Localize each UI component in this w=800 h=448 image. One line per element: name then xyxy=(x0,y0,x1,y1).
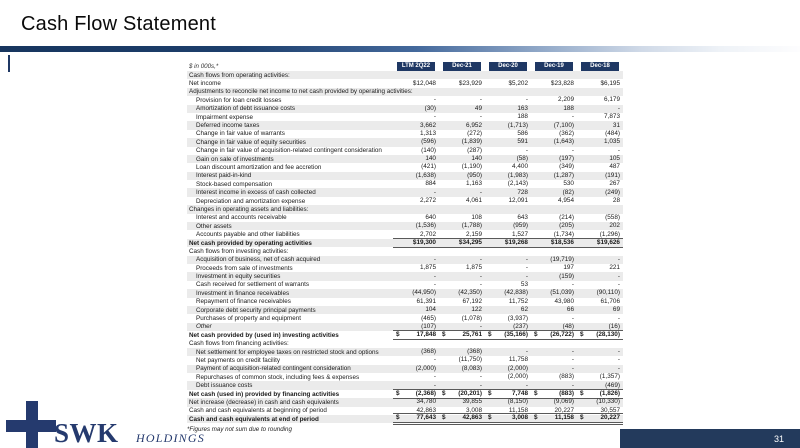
value-cell: $ (883) xyxy=(531,389,577,399)
row-label: Cash and cash equivalents at beginning of period xyxy=(189,407,327,415)
value-cell: (42,350) xyxy=(458,289,482,297)
value-cell: 640 xyxy=(425,213,436,221)
row-label: Net settlement for employee taxes on restricted stock and options xyxy=(196,348,379,356)
value-cell: - xyxy=(617,280,620,288)
value-cell: - xyxy=(479,280,482,288)
value-cell: - xyxy=(525,146,528,154)
table-row xyxy=(187,197,623,205)
value-cell: (3,937) xyxy=(507,314,528,322)
value-cell: (51,039) xyxy=(550,289,574,297)
value-cell: 4,954 xyxy=(558,197,574,205)
value-cell: $ (26,722) xyxy=(531,330,577,340)
value-cell: (362) xyxy=(559,129,574,137)
table-row xyxy=(187,147,623,155)
value-cell: 6,952 xyxy=(466,121,482,129)
value-cell: 61,391 xyxy=(416,297,436,305)
value-cell: - xyxy=(617,348,620,356)
logo-cross-icon xyxy=(6,401,56,448)
value-cell: - xyxy=(525,381,528,389)
value-cell: (10,330) xyxy=(596,398,620,406)
logo-name: SWK xyxy=(54,418,119,448)
value-cell: (1,983) xyxy=(507,171,528,179)
value-cell: (237) xyxy=(513,322,528,330)
value-cell: 1,875 xyxy=(420,264,436,272)
value-cell: (959) xyxy=(513,222,528,230)
table-row xyxy=(187,155,623,163)
value-cell: 1,313 xyxy=(420,129,436,137)
value-cell: $ (1,826) xyxy=(577,389,623,399)
value-cell: 140 xyxy=(425,155,436,163)
page-number: 31 xyxy=(773,433,784,444)
cash-flow-table xyxy=(187,62,623,423)
value-cell: 884 xyxy=(425,180,436,188)
table-row xyxy=(187,105,623,113)
value-cell: - xyxy=(617,356,620,364)
table-row xyxy=(187,130,623,138)
value-cell: (48) xyxy=(562,322,574,330)
value-cell: 1,163 xyxy=(466,180,482,188)
value-cell: (140) xyxy=(421,146,436,154)
table-row xyxy=(187,390,623,398)
row-label: Repayment of finance receivables xyxy=(196,298,291,306)
table-row xyxy=(187,239,623,247)
value-cell: 140 xyxy=(471,155,482,163)
value-cell: $ 11,158 xyxy=(531,413,577,425)
value-cell: (58) xyxy=(516,155,528,163)
value-cell: $ (28,130) xyxy=(577,330,623,340)
row-label: Net payments on credit facility xyxy=(196,356,280,364)
value-cell: (484) xyxy=(605,129,620,137)
column-header: Dec-20 xyxy=(485,62,531,71)
column-header: Dec-21 xyxy=(439,62,485,71)
value-cell: 62 xyxy=(520,306,528,314)
table-row xyxy=(187,172,623,180)
value-cell: - xyxy=(433,381,436,389)
value-cell: 643 xyxy=(517,213,528,221)
value-cell: 61,706 xyxy=(600,297,620,305)
value-cell: (16) xyxy=(608,322,620,330)
row-label: Net cash (used in) provided by financing activities xyxy=(189,390,340,398)
logo-suffix: HOLDINGS xyxy=(136,431,205,445)
row-label: Depreciation and amortization expense xyxy=(196,197,306,205)
value-cell: (469) xyxy=(605,381,620,389)
value-cell: 3,662 xyxy=(420,121,436,129)
value-cell: 34,780 xyxy=(416,398,436,406)
table-row xyxy=(187,264,623,272)
row-label: Gain on sale of investments xyxy=(196,155,274,163)
value-cell: $ 25,761 xyxy=(439,330,485,340)
value-cell: 4,061 xyxy=(466,197,482,205)
value-cell: (1,296) xyxy=(599,230,620,238)
value-cell: (197) xyxy=(559,155,574,163)
value-cell: (8,150) xyxy=(507,398,528,406)
value-cell: - xyxy=(479,381,482,389)
value-cell: - xyxy=(617,314,620,322)
value-cell: 122 xyxy=(471,306,482,314)
value-cell: - xyxy=(525,348,528,356)
table-row xyxy=(187,365,623,373)
value-cell: - xyxy=(433,188,436,196)
value-cell: 108 xyxy=(471,213,482,221)
value-cell: - xyxy=(479,373,482,381)
row-label: Change in fair value of warrants xyxy=(196,130,285,138)
value-cell: (272) xyxy=(467,129,482,137)
table-row xyxy=(187,121,623,129)
value-cell: 104 xyxy=(425,306,436,314)
value-cell: - xyxy=(433,272,436,280)
row-label: Cash received for settlement of warrants xyxy=(196,281,310,289)
value-cell: (9,069) xyxy=(553,398,574,406)
value-cell: - xyxy=(479,188,482,196)
value-cell: 39,855 xyxy=(462,398,482,406)
value-cell: $19,626 xyxy=(577,238,623,248)
value-cell: 1,035 xyxy=(604,138,620,146)
value-cell: 28 xyxy=(612,197,620,205)
table-row xyxy=(187,247,623,255)
table-body xyxy=(187,71,623,423)
value-cell: (205) xyxy=(559,222,574,230)
value-cell: (1,357) xyxy=(599,373,620,381)
row-label: Purchases of property and equipment xyxy=(196,315,302,323)
unit-label: $ in 000s,* xyxy=(189,63,219,70)
value-cell: (421) xyxy=(421,163,436,171)
row-label: Acquisition of business, net of cash acquired xyxy=(196,256,321,264)
value-cell: - xyxy=(617,104,620,112)
value-cell: 12,091 xyxy=(508,197,528,205)
table-row xyxy=(187,113,623,121)
value-cell: - xyxy=(571,381,574,389)
value-cell: 2,702 xyxy=(420,230,436,238)
value-cell: (2,000) xyxy=(507,373,528,381)
value-cell: (2,143) xyxy=(507,180,528,188)
value-cell: 197 xyxy=(563,264,574,272)
value-cell: 728 xyxy=(517,188,528,196)
value-cell: - xyxy=(571,280,574,288)
value-cell: $18,536 xyxy=(531,238,577,248)
value-cell: 31 xyxy=(612,121,620,129)
value-cell: $34,295 xyxy=(439,238,485,248)
value-cell: 2,159 xyxy=(466,230,482,238)
footnote: *Figures may not sum due to rounding xyxy=(187,426,292,433)
value-cell: 163 xyxy=(517,104,528,112)
table-row xyxy=(187,298,623,306)
value-cell: (368) xyxy=(421,348,436,356)
row-label: Stock-based compensation xyxy=(196,180,272,188)
row-label: Payment of acquisition-related contingent consideration xyxy=(196,365,351,373)
value-cell: 20,227 xyxy=(554,406,574,414)
value-cell: - xyxy=(479,113,482,121)
value-cell: 4,400 xyxy=(512,163,528,171)
value-cell: 42,863 xyxy=(416,406,436,414)
table-row xyxy=(187,340,623,348)
row-label: Accounts payable and other liabilities xyxy=(196,231,300,239)
company-logo xyxy=(6,392,226,448)
value-cell: (42,838) xyxy=(504,289,528,297)
table-row xyxy=(187,138,623,146)
table-row xyxy=(187,222,623,230)
left-accent-mark xyxy=(8,55,10,72)
value-cell: 11,758 xyxy=(508,356,528,364)
value-cell: - xyxy=(433,280,436,288)
value-cell: - xyxy=(525,255,528,263)
value-cell: $6,195 xyxy=(600,79,620,87)
value-cell: (249) xyxy=(605,188,620,196)
value-cell: $ 77,643 xyxy=(393,413,439,425)
value-cell: 188 xyxy=(563,104,574,112)
row-label: Changes in operating assets and liabilities: xyxy=(189,205,309,213)
row-label: Net cash provided by (used in) investing activities xyxy=(189,331,339,339)
value-cell: - xyxy=(433,113,436,121)
value-cell: $ 42,863 xyxy=(439,413,485,425)
row-label: Proceeds from sale of investments xyxy=(196,264,293,272)
value-cell: 67,192 xyxy=(462,297,482,305)
value-cell: $23,828 xyxy=(550,79,574,87)
table-row xyxy=(187,96,623,104)
row-label: Net income xyxy=(189,80,221,88)
value-cell: 530 xyxy=(563,180,574,188)
table-row xyxy=(187,331,623,339)
value-cell: 105 xyxy=(609,155,620,163)
value-cell: (950) xyxy=(467,171,482,179)
row-label: Interest and accounts receivable xyxy=(196,214,287,222)
value-cell: $ 3,008 xyxy=(485,413,531,425)
row-label: Cash flows from operating activities: xyxy=(189,71,290,79)
value-cell: - xyxy=(571,314,574,322)
value-cell: (349) xyxy=(559,163,574,171)
value-cell: - xyxy=(433,255,436,263)
title-divider xyxy=(0,46,800,52)
table-row xyxy=(187,415,623,423)
table-row xyxy=(187,79,623,87)
value-cell: - xyxy=(571,348,574,356)
value-cell: - xyxy=(571,146,574,154)
value-cell: 49 xyxy=(474,104,482,112)
value-cell: 591 xyxy=(517,138,528,146)
value-cell: 188 xyxy=(517,113,528,121)
value-cell: 53 xyxy=(520,280,528,288)
table-row xyxy=(187,88,623,96)
row-label: Cash flows from financing activities: xyxy=(189,340,289,348)
value-cell: (368) xyxy=(467,348,482,356)
value-cell: (107) xyxy=(421,322,436,330)
value-cell: (1,078) xyxy=(461,314,482,322)
value-cell: (1,643) xyxy=(553,138,574,146)
value-cell: - xyxy=(479,255,482,263)
value-cell: $19,300 xyxy=(393,238,439,248)
table-row xyxy=(187,314,623,322)
row-label: Interest paid-in-kind xyxy=(196,172,252,180)
footer-bar xyxy=(620,429,800,448)
row-label: Other xyxy=(196,323,212,331)
value-cell: (465) xyxy=(421,314,436,322)
column-header: LTM 2Q22 xyxy=(393,62,439,71)
table-row xyxy=(187,373,623,381)
table-row xyxy=(187,71,623,79)
value-cell: (1,713) xyxy=(507,121,528,129)
row-label: Investment in equity securities xyxy=(196,273,281,281)
value-cell: $19,268 xyxy=(485,238,531,248)
value-cell: 11,752 xyxy=(508,297,528,305)
value-cell: 66 xyxy=(566,306,574,314)
value-cell: 7,873 xyxy=(604,113,620,121)
value-cell: - xyxy=(433,96,436,104)
value-cell: $ 17,848 xyxy=(393,330,439,340)
value-cell: (1,734) xyxy=(553,230,574,238)
value-cell: - xyxy=(525,264,528,272)
value-cell: $ (20,201) xyxy=(439,389,485,399)
row-label: Provision for loan credit losses xyxy=(196,96,282,104)
row-label: Change in fair value of equity securities xyxy=(196,138,306,146)
value-cell: 487 xyxy=(609,163,620,171)
value-cell: $23,929 xyxy=(458,79,482,87)
value-cell: 2,209 xyxy=(558,96,574,104)
value-cell: (191) xyxy=(605,171,620,179)
value-cell: (90,110) xyxy=(596,289,620,297)
value-cell: (596) xyxy=(421,138,436,146)
value-cell: 1,875 xyxy=(466,264,482,272)
value-cell: - xyxy=(433,356,436,364)
value-cell: (11,750) xyxy=(458,356,482,364)
value-cell: - xyxy=(525,96,528,104)
value-cell: 1,527 xyxy=(512,230,528,238)
value-cell: - xyxy=(617,364,620,372)
table-row xyxy=(187,356,623,364)
row-label: Corporate debt security principal payments xyxy=(196,306,316,314)
value-cell: - xyxy=(617,272,620,280)
value-cell: - xyxy=(479,96,482,104)
value-cell: 69 xyxy=(612,306,620,314)
table-row xyxy=(187,214,623,222)
value-cell: (1,638) xyxy=(415,171,436,179)
row-label: Investment in finance receivables xyxy=(196,289,290,297)
value-cell: (19,719) xyxy=(550,255,574,263)
column-header: Dec-19 xyxy=(531,62,577,71)
table-row xyxy=(187,348,623,356)
value-cell: (883) xyxy=(559,373,574,381)
table-row xyxy=(187,272,623,280)
value-cell: (2,000) xyxy=(415,364,436,372)
value-cell: - xyxy=(433,373,436,381)
value-cell: (7,100) xyxy=(553,121,574,129)
row-label: Cash and cash equivalents at end of period xyxy=(189,415,319,423)
table-row xyxy=(187,306,623,314)
table-row xyxy=(187,205,623,213)
value-cell: (159) xyxy=(559,272,574,280)
value-cell: 2,272 xyxy=(420,197,436,205)
value-cell: $5,202 xyxy=(508,79,528,87)
value-cell: $ (2,368) xyxy=(393,389,439,399)
value-cell: (2,000) xyxy=(507,364,528,372)
row-label: Debt issuance costs xyxy=(196,382,253,390)
row-label: Net increase (decrease) in cash and cash equivalents xyxy=(189,398,339,406)
row-label: Impairment expense xyxy=(196,113,254,121)
page-title: Cash Flow Statement xyxy=(21,13,216,35)
value-cell: 11,158 xyxy=(508,406,528,414)
value-cell: (8,083) xyxy=(461,364,482,372)
row-label: Change in fair value of acquisition-related contingent consideration xyxy=(196,147,382,155)
value-cell: (558) xyxy=(605,213,620,221)
value-cell: (214) xyxy=(559,213,574,221)
row-label: Repurchases of common stock, including fees & expenses xyxy=(196,373,360,381)
row-label: Adjustments to reconcile net income to net cash provided by operating activities: xyxy=(189,88,413,96)
value-cell: - xyxy=(617,255,620,263)
value-cell: 30,557 xyxy=(600,406,620,414)
value-cell: $ 7,748 xyxy=(485,389,531,399)
row-label: Loan discount amortization and fee accretion xyxy=(196,163,322,171)
value-cell: (1,536) xyxy=(415,222,436,230)
table-row xyxy=(187,163,623,171)
row-label: Net cash provided by operating activities xyxy=(189,239,312,247)
value-cell: 202 xyxy=(609,222,620,230)
value-cell: (1,839) xyxy=(461,138,482,146)
value-cell: (1,788) xyxy=(461,222,482,230)
value-cell: - xyxy=(479,322,482,330)
value-cell: 3,008 xyxy=(466,406,482,414)
row-label: Deferred income taxes xyxy=(196,122,260,130)
row-label: Cash flows from investing activities: xyxy=(189,247,289,255)
column-header: Dec-18 xyxy=(577,62,623,71)
value-cell: - xyxy=(617,146,620,154)
table-row xyxy=(187,180,623,188)
table-row xyxy=(187,398,623,406)
value-cell: (1,287) xyxy=(553,171,574,179)
value-cell: - xyxy=(571,364,574,372)
row-label: Interest income in excess of cash collected xyxy=(196,189,316,197)
value-cell: 43,980 xyxy=(554,297,574,305)
value-cell: 586 xyxy=(517,129,528,137)
value-cell: 221 xyxy=(609,264,620,272)
value-cell: (30) xyxy=(424,104,436,112)
table-header-row xyxy=(187,62,623,71)
value-cell: $12,048 xyxy=(412,79,436,87)
value-cell: - xyxy=(571,356,574,364)
value-cell: (82) xyxy=(562,188,574,196)
value-cell: (287) xyxy=(467,146,482,154)
table-row xyxy=(187,289,623,297)
value-cell: - xyxy=(571,113,574,121)
row-label: Amortization of debt issuance costs xyxy=(196,105,296,113)
table-row xyxy=(187,256,623,264)
row-label: Other assets xyxy=(196,222,232,230)
value-cell: 6,179 xyxy=(604,96,620,104)
value-cell: (44,950) xyxy=(412,289,436,297)
value-cell: - xyxy=(525,272,528,280)
table-row xyxy=(187,281,623,289)
value-cell: $ 20,227 xyxy=(577,413,623,425)
value-cell: - xyxy=(479,272,482,280)
value-cell: 267 xyxy=(609,180,620,188)
value-cell: $ (35,166) xyxy=(485,330,531,340)
value-cell: (1,190) xyxy=(461,163,482,171)
table-row xyxy=(187,188,623,196)
